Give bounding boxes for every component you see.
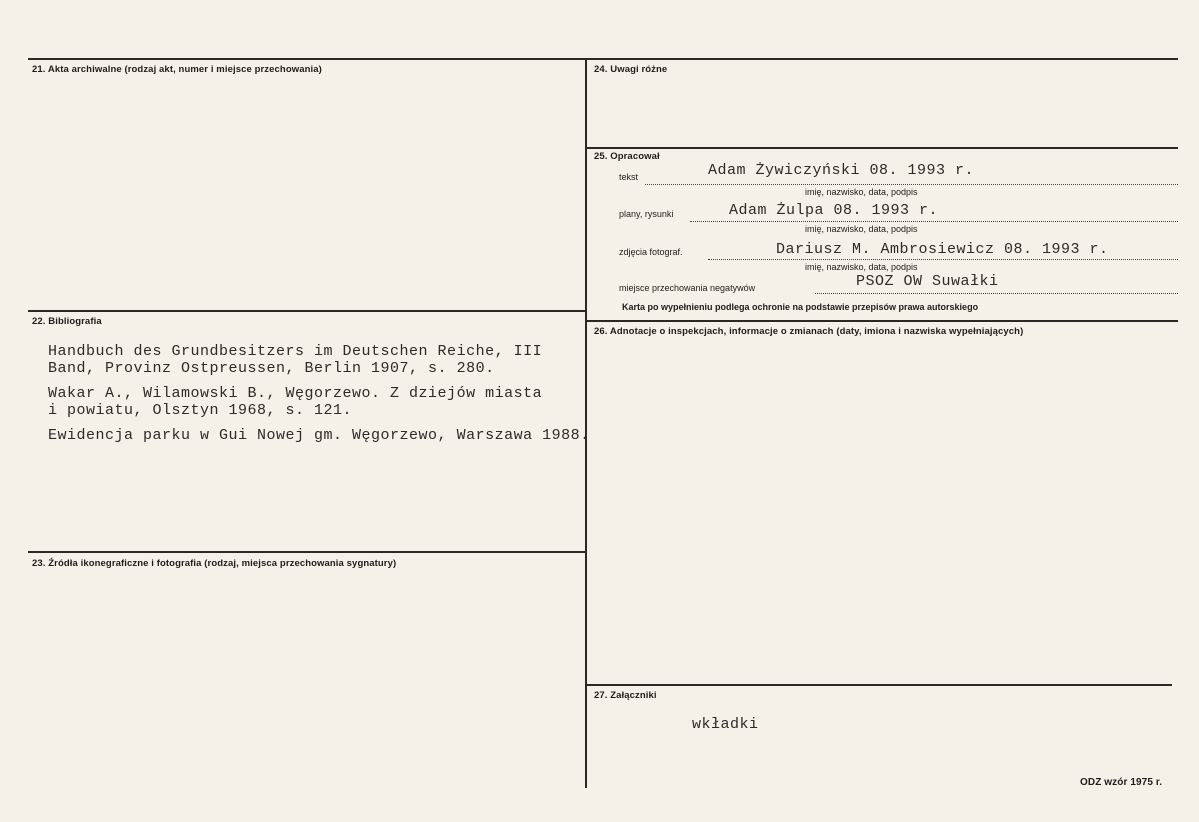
section-25-label: 25. Opracował — [594, 151, 660, 162]
center-divider — [585, 58, 587, 788]
bibliography-line: Wakar A., Wilamowski B., Węgorzewo. Z dziejów miasta — [48, 385, 543, 402]
negatywy-label: miejsce przechowania negatywów — [619, 283, 756, 293]
top-rule — [28, 58, 1178, 60]
rule-21-22 — [28, 310, 586, 312]
negatywy-value: PSOZ OW Suwałki — [856, 273, 999, 290]
copyright-note: Karta po wypełnieniu podlega ochronie na podstawie przepisów prawa autorskiego — [622, 302, 979, 312]
section-23-label: 23. Źródła ikonegraficzne i fotografia (rodzaj, miejsca przechowania sygnatury) — [32, 558, 397, 569]
zdjecia-dotted-line — [708, 259, 1178, 260]
section-22-label: 22. Bibliografia — [32, 316, 102, 327]
section-21-label: 21. Akta archiwalne (rodzaj akt, numer i miejsce przechowania) — [32, 64, 322, 75]
negatywy-dotted-line — [815, 293, 1178, 294]
form-id: ODZ wzór 1975 r. — [1080, 777, 1163, 788]
attachments-value: wkładki — [692, 716, 759, 733]
caption-2: imię, nazwisko, data, podpis — [805, 224, 918, 234]
zdjecia-value: Dariusz M. Ambrosiewicz 08. 1993 r. — [776, 241, 1109, 258]
bibliography-line: Handbuch des Grundbesitzers im Deutschen Reiche, III — [48, 343, 543, 360]
tekst-label: tekst — [619, 172, 639, 182]
tekst-value: Adam Żywiczyński 08. 1993 r. — [708, 162, 975, 179]
section-24-label: 24. Uwagi różne — [594, 64, 668, 75]
zdjecia-label: zdjęcia fotograf. — [619, 247, 683, 257]
plany-value: Adam Żulpa 08. 1993 r. — [729, 202, 939, 219]
bibliography-line: Band, Provinz Ostpreussen, Berlin 1907, s. 280. — [48, 360, 495, 377]
rule-22-23 — [28, 551, 586, 553]
rule-25-26 — [587, 320, 1178, 322]
tekst-dotted-line — [645, 184, 1178, 185]
plany-dotted-line — [690, 221, 1178, 222]
caption-1: imię, nazwisko, data, podpis — [805, 187, 918, 197]
plany-label: plany, rysunki — [619, 209, 674, 219]
rule-24-25 — [587, 147, 1178, 149]
section-27-label: 27. Załączniki — [594, 690, 657, 701]
caption-3: imię, nazwisko, data, podpis — [805, 262, 918, 272]
section-26-label: 26. Adnotacje o inspekcjach, informacje o zmianach (daty, imiona i nazwiska wypełniających) — [594, 326, 1024, 337]
bibliography-line: Ewidencja parku w Gui Nowej gm. Węgorzewo, Warszawa 1988. — [48, 427, 590, 444]
bibliography-line: i powiatu, Olsztyn 1968, s. 121. — [48, 402, 353, 419]
rule-26-27 — [587, 684, 1172, 686]
